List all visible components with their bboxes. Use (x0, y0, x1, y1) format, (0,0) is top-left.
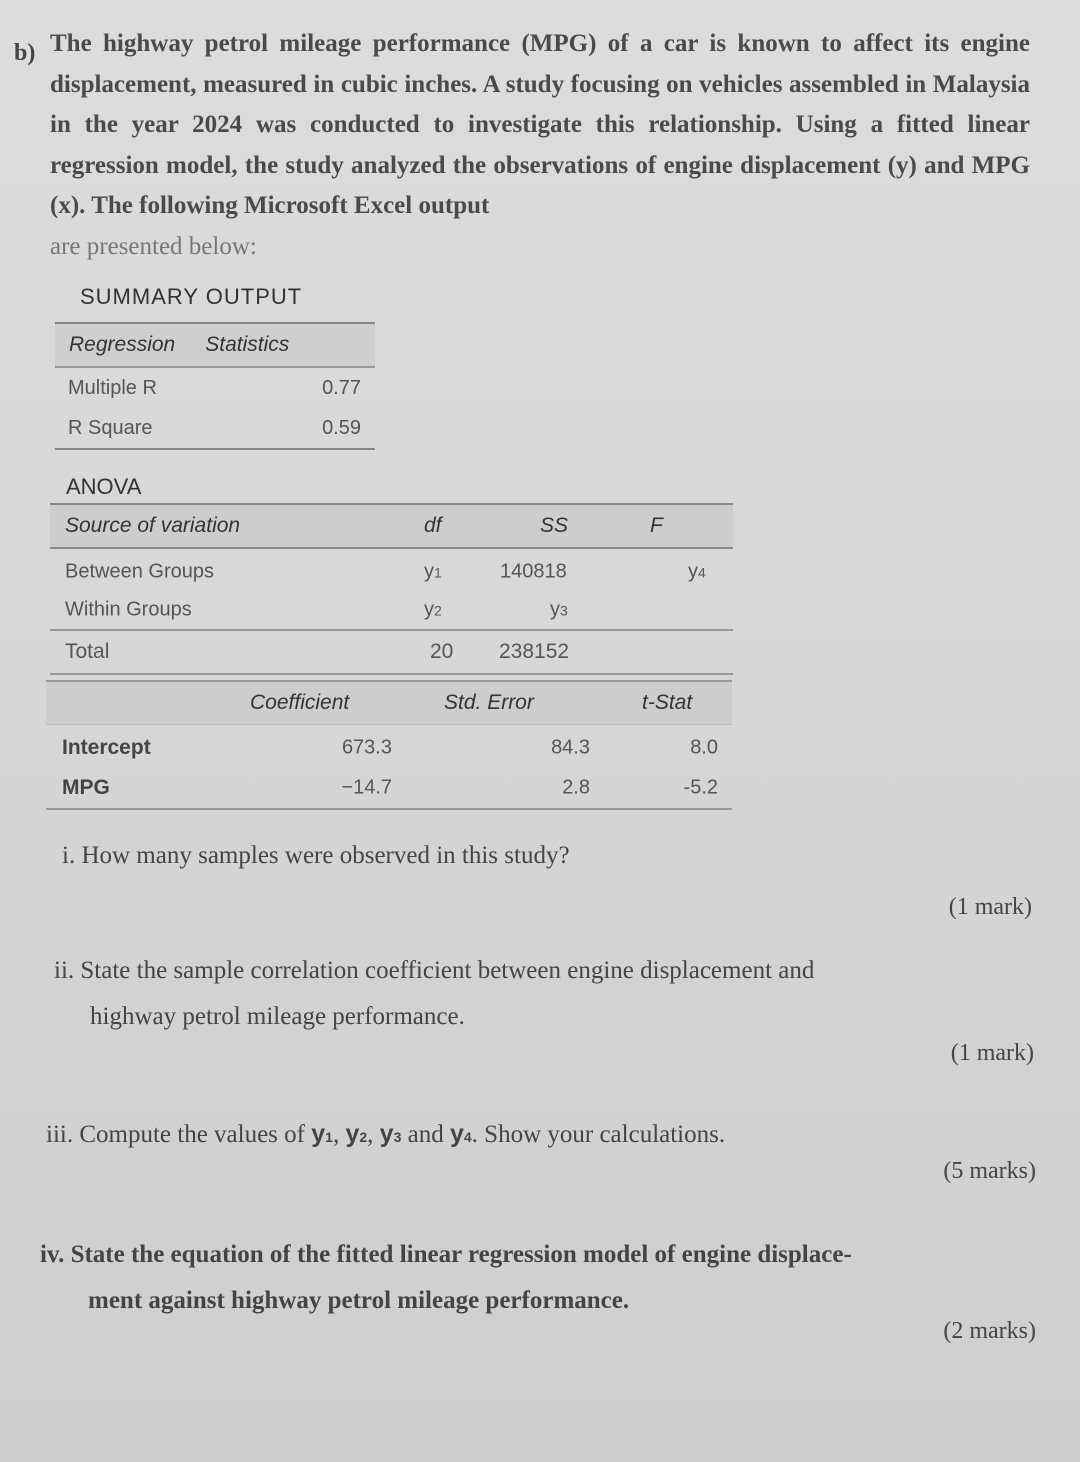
conjunction: and (407, 1121, 444, 1148)
question-1-marks: (1 mark) (948, 894, 1032, 920)
question-1 (62, 842, 570, 870)
header-source: Source of variation (65, 514, 241, 537)
question-number: iii. (46, 1121, 74, 1148)
anova-header (50, 503, 733, 549)
row-value: 0.59 (322, 416, 361, 439)
question-3: iii. Compute the values of y1, y2, y3 and y4. Show your calculations. (46, 1120, 726, 1148)
row-f: y4 (688, 560, 706, 583)
question-number: iv. (40, 1241, 65, 1268)
row-coefficient: 673.3 (341, 736, 392, 759)
question-4 (40, 1232, 1030, 1324)
question-text-continued: ment against highway petrol mileage performance. (88, 1287, 630, 1314)
var-y2: y2 (345, 1120, 368, 1148)
table-row (55, 368, 375, 408)
row-label: Multiple R (68, 376, 157, 399)
header-ss: SS (540, 514, 569, 537)
coefficients-table (46, 680, 732, 810)
row-value: 0.77 (322, 376, 361, 399)
total-label: Total (65, 640, 110, 663)
question-text-continued: highway petrol mileage performance. (90, 1003, 465, 1030)
header-df: df (424, 514, 442, 537)
row-std-error: 84.3 (551, 736, 590, 759)
row-t-stat: 8.0 (690, 736, 718, 759)
row-source: Within Groups (65, 598, 192, 621)
coefficients-header (46, 680, 732, 725)
total-ss: 238152 (499, 640, 570, 663)
table-row (55, 408, 375, 450)
row-ss: 140818 (500, 560, 567, 583)
header-f: F (650, 514, 663, 537)
row-label: R Square (68, 416, 153, 439)
var-y3: y3 (379, 1120, 402, 1148)
row-source: Between Groups (65, 560, 214, 583)
table-row (46, 768, 732, 810)
row-df: y2 (424, 598, 442, 621)
question-text-end: . Show your calculations. (471, 1121, 726, 1148)
summary-title: SUMMARY OUTPUT (80, 284, 303, 309)
regression-header (55, 322, 375, 368)
regression-header-2: Statistics (205, 333, 290, 356)
row-label: Intercept (62, 736, 151, 759)
question-2-marks: (1 mark) (950, 1040, 1034, 1066)
row-df: y1 (424, 560, 442, 583)
row-std-error: 2.8 (562, 776, 590, 799)
var-y4: y4 (449, 1120, 472, 1148)
row-ss: y3 (550, 598, 568, 621)
intro-paragraph (50, 24, 1030, 267)
anova-table (50, 503, 733, 675)
row-coefficient: −14.7 (341, 776, 392, 799)
anova-title: ANOVA (66, 474, 142, 499)
question-number: i. (62, 842, 76, 869)
question-text: State the sample correlation coefficient between engine displacement and (80, 957, 815, 984)
question-2 (54, 948, 1034, 1040)
var-y1: y1 (311, 1120, 333, 1148)
header-coefficient: Coefficient (250, 691, 350, 714)
header-std-error: Std. Error (444, 691, 534, 714)
regression-statistics-table (55, 322, 375, 450)
intro-text: The highway petrol mileage performance (MPG) of a car is known to affect its engine displacement, measured in cubic inches. A study focusing on vehicles assembled in Malaysia in the year 2024 was conducted to investigate this relationship. Using a fitted linear regression model, the study analyzed the observations of engine displacement (y) and MPG (x). The following Microsoft Excel output (50, 30, 1030, 219)
row-t-stat: -5.2 (683, 776, 718, 799)
question-text: Compute the values of (79, 1121, 305, 1148)
table-row (50, 553, 733, 591)
header-t-stat: t-Stat (642, 691, 693, 714)
total-df: 20 (430, 640, 454, 663)
question-4-marks: (2 marks) (943, 1318, 1036, 1344)
row-label: MPG (62, 776, 110, 799)
table-row (50, 591, 733, 629)
table-row (46, 728, 732, 768)
question-text: How many samples were observed in this study? (81, 842, 570, 869)
total-row (50, 629, 733, 675)
part-label: b) (14, 40, 36, 66)
regression-header-1: Regression (69, 333, 176, 356)
question-3-marks: (5 marks) (943, 1158, 1036, 1184)
intro-last-line: are presented below: (50, 232, 257, 260)
question-text: State the equation of the fitted linear regression model of engine displace- (70, 1241, 852, 1268)
question-number: ii. (54, 957, 75, 984)
